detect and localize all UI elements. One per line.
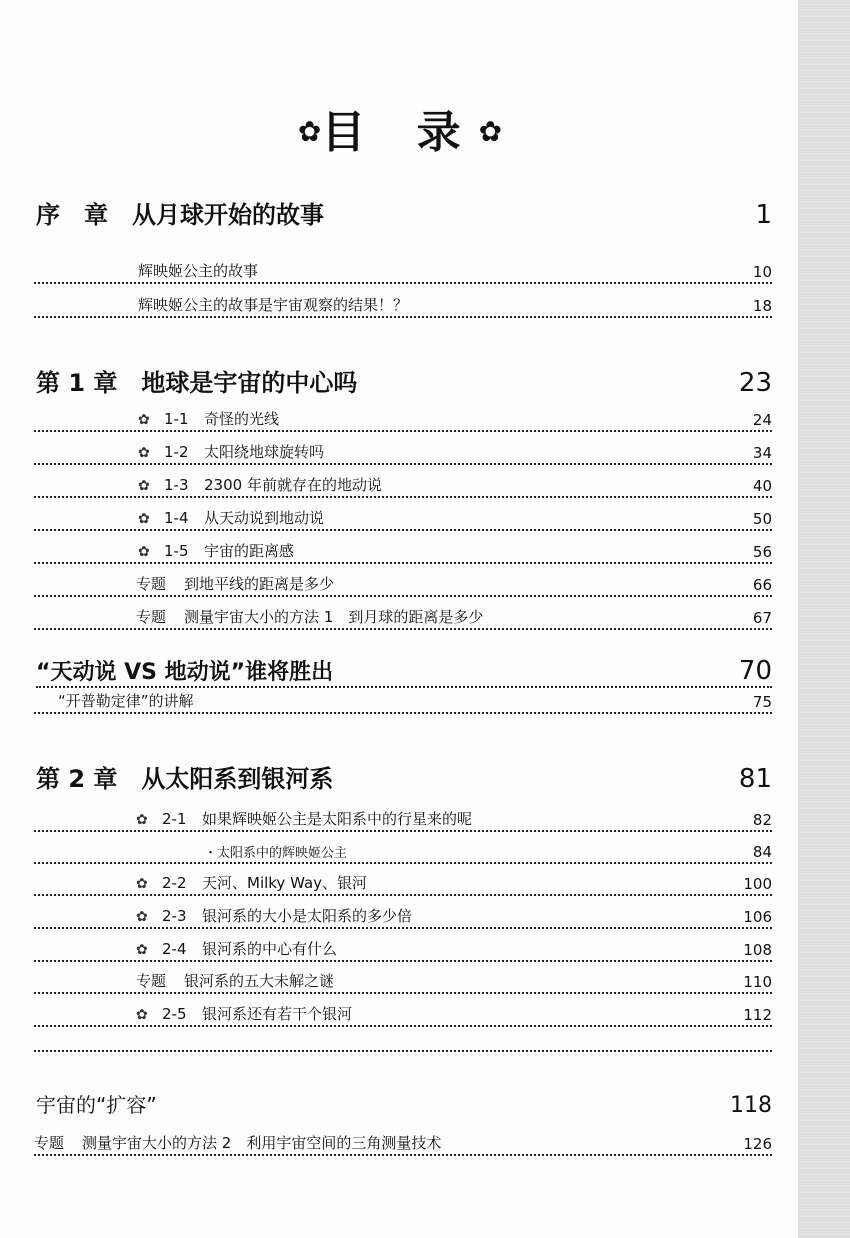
- toc-section[interactable]: [34, 999, 772, 1027]
- entry-page: 56: [752, 543, 772, 561]
- toc-chapter-expansion[interactable]: [36, 1078, 772, 1118]
- entry-label: 辉映姬公主的故事: [138, 262, 259, 280]
- toc-topic[interactable]: [34, 1128, 772, 1156]
- toc-section[interactable]: [34, 404, 772, 432]
- entry-page: 10: [752, 263, 772, 281]
- entry-page: 50: [752, 510, 772, 528]
- flower-icon: ✿: [136, 812, 148, 828]
- topic-label: 银河系的五大未解之谜: [184, 972, 335, 990]
- chapter-page: 1: [755, 200, 772, 230]
- flower-icon: ✿: [136, 1007, 148, 1023]
- entry-page: 100: [743, 875, 772, 893]
- topic-tag: 专题: [136, 608, 167, 626]
- entry-page: 108: [743, 941, 772, 959]
- entry-page: 24: [752, 411, 772, 429]
- section-label: 从天动说到地动说: [204, 509, 325, 527]
- section-label: 天河、Milky Way、银河: [202, 874, 368, 892]
- dotted-divider: [34, 1050, 772, 1052]
- flower-icon: ✿: [138, 478, 150, 494]
- section-label: 如果辉映姬公主是太阳系中的行星来的呢: [202, 810, 473, 828]
- section-number: 1-5: [164, 542, 189, 560]
- toc-section[interactable]: [34, 536, 772, 564]
- topic-label: 测量宇宙大小的方法 2 利用宇宙空间的三角测量技术: [82, 1134, 442, 1152]
- toc-section[interactable]: [34, 934, 772, 962]
- toc-section[interactable]: [34, 470, 772, 498]
- flower-icon: ✿: [138, 445, 150, 461]
- chapter-title: 序 章 从月球开始的故事: [36, 201, 324, 229]
- section-number: 1-1: [164, 410, 189, 428]
- flower-icon: ✿: [138, 544, 150, 560]
- flower-icon: ✿: [478, 115, 503, 148]
- entry-page: 40: [752, 477, 772, 495]
- flower-icon: ✿: [297, 115, 322, 148]
- section-number: 1-2: [164, 443, 189, 461]
- toc-topic[interactable]: [34, 966, 772, 994]
- section-label: 2300 年前就存在的地动说: [204, 476, 382, 494]
- section-label: 奇怪的光线: [204, 410, 280, 428]
- entry-page: 112: [743, 1006, 772, 1024]
- toc-section[interactable]: [34, 868, 772, 896]
- entry-page: 82: [752, 811, 772, 829]
- entry-label: “开普勒定律”的讲解: [58, 692, 194, 710]
- toc-chapter-1[interactable]: [36, 358, 772, 398]
- flower-icon: ✿: [138, 511, 150, 527]
- chapter-title: 宇宙的“扩容”: [36, 1093, 157, 1117]
- toc-chapter-prologue[interactable]: [36, 190, 772, 230]
- topic-tag: 专题: [136, 575, 167, 593]
- entry-page: 34: [752, 444, 772, 462]
- flower-icon: ✿: [136, 942, 148, 958]
- flower-icon: ✿: [138, 412, 150, 428]
- interlude-page: 70: [738, 656, 772, 686]
- toc-section[interactable]: [34, 901, 772, 929]
- toc-subentry[interactable]: [34, 836, 772, 864]
- page-title: [0, 96, 800, 160]
- toc-chapter-2[interactable]: [36, 754, 772, 794]
- section-label: 宇宙的距离感: [204, 542, 295, 560]
- toc-topic[interactable]: [34, 569, 772, 597]
- entry-page: 110: [743, 973, 772, 991]
- entry-page: 126: [743, 1135, 772, 1153]
- chapter-page: 81: [738, 764, 772, 794]
- toc-entry[interactable]: [34, 256, 772, 284]
- entry-page: 84: [752, 843, 772, 861]
- topic-label: 测量宇宙大小的方法 1 到月球的距离是多少: [184, 608, 484, 626]
- interlude-title: “天动说 VS 地动说”谁将胜出: [36, 660, 334, 685]
- section-number: 2-1: [162, 810, 187, 828]
- toc-topic[interactable]: [34, 602, 772, 630]
- chapter-page: 118: [730, 1093, 772, 1118]
- toc-section[interactable]: [34, 503, 772, 531]
- section-number: 1-4: [164, 509, 189, 527]
- entry-page: 106: [743, 908, 772, 926]
- toc-section[interactable]: [34, 804, 772, 832]
- section-number: 2-2: [162, 874, 187, 892]
- section-label: 银河系的大小是太阳系的多少倍: [202, 907, 413, 925]
- toc-entry[interactable]: [34, 688, 772, 714]
- topic-label: 到地平线的距离是多少: [184, 575, 335, 593]
- flower-icon: ✿: [136, 876, 148, 892]
- section-number: 2-5: [162, 1005, 187, 1023]
- topic-tag: 专题: [136, 972, 167, 990]
- section-label: 银河系的中心有什么: [202, 940, 338, 958]
- section-label: 银河系还有若干个银河: [202, 1005, 353, 1023]
- chapter-title: 第 2 章 从太阳系到银河系: [36, 765, 334, 793]
- entry-page: 66: [752, 576, 772, 594]
- section-label: 太阳绕地球旋转吗: [204, 443, 325, 461]
- section-number: 2-3: [162, 907, 187, 925]
- toc-entry[interactable]: [34, 290, 772, 318]
- entry-page: 67: [752, 609, 772, 627]
- flower-icon: ✿: [136, 909, 148, 925]
- chapter-title: 第 1 章 地球是宇宙的中心吗: [36, 369, 358, 397]
- entry-page: 75: [752, 693, 772, 711]
- section-number: 1-3: [164, 476, 189, 494]
- toc-section[interactable]: [34, 437, 772, 465]
- page-title-text: 目 录: [321, 107, 479, 158]
- entry-label: 辉映姬公主的故事是宇宙观察的结果！？: [138, 296, 409, 314]
- toc-interlude[interactable]: [36, 652, 772, 688]
- entry-page: 18: [752, 297, 772, 315]
- chapter-page: 23: [738, 368, 772, 398]
- topic-tag: 专题: [34, 1134, 65, 1152]
- scan-margin-strip: [798, 0, 850, 1238]
- subentry-label: ・太阳系中的辉映姬公主: [204, 846, 348, 861]
- section-number: 2-4: [162, 940, 187, 958]
